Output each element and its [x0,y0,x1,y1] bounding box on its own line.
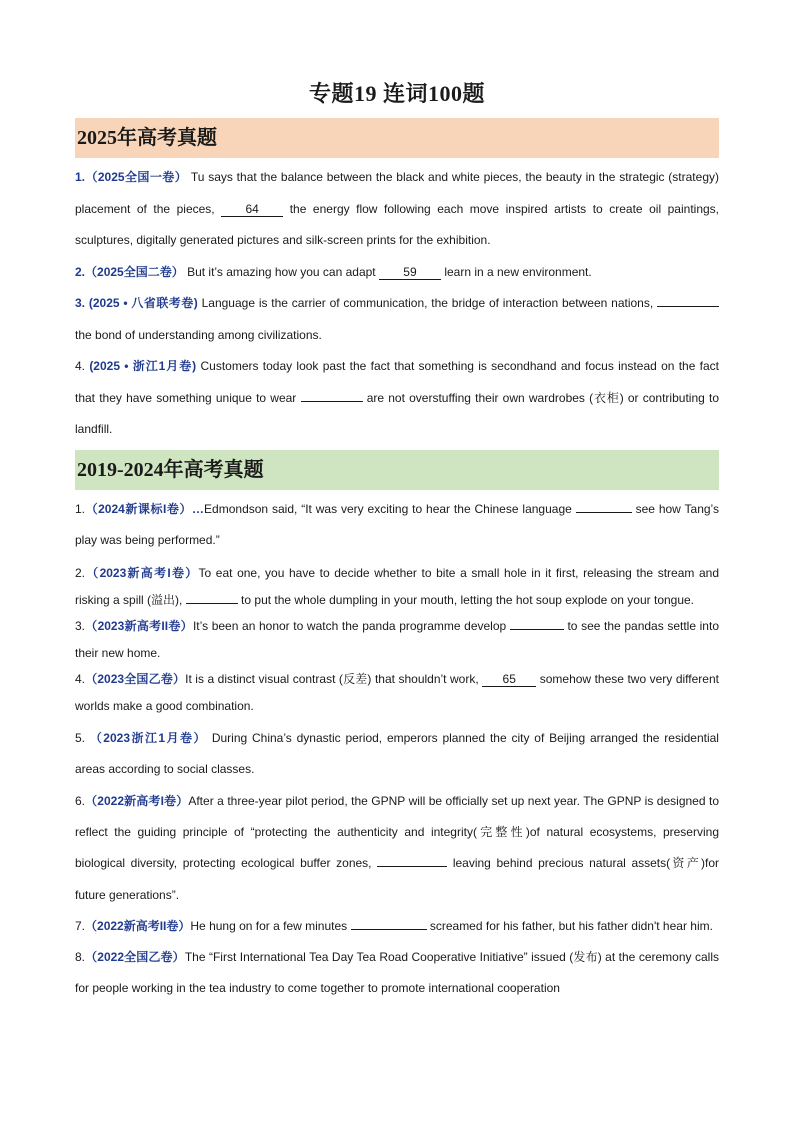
answer-blank[interactable] [510,629,564,630]
answer-blank[interactable] [186,603,238,604]
question-number: 3. [75,619,86,634]
question-source: （2025全国二卷） [85,264,184,279]
document-page [75,78,719,1005]
answer-blank[interactable]: 65 [482,672,536,687]
question-text-before: During China’s dynastic period, emperors planned the city of Beijing [211,731,586,746]
question-text-after: arranged the residential areas according to social classes. [75,731,719,777]
answer-blank[interactable]: 64 [221,202,283,217]
section-heading-2025: 2025年高考真题 [75,118,719,158]
question-source: （2025全国一卷） [85,170,188,184]
question-text-before: After a three-year pilot period, the GPNP will be officially set up next year. The GPNP is designed to reflect the guiding principle of “protecting the authenticity and integrity(完整性)of natural ecosystems, preserving biological diversity, protecting ecological buffer zones, [75,793,719,871]
question-2019-2 [75,560,719,613]
question-number: 3. [75,296,86,310]
question-source: (2025 • 八省联考卷) [88,296,198,310]
answer-blank[interactable] [351,929,427,930]
question-source: （2022全国乙卷） [85,950,185,965]
question-text-before: Edmondson said, “It was very exciting to hear the Chinese language [204,501,572,516]
question-text-before: Customers today look past the fact that something is secondhand and focus instead on the fact that they have something unique to wear [75,359,720,405]
answer-blank[interactable] [301,401,363,402]
question-text-after: to put the whole dumpling in your mouth, letting the hot soup explode on your tongue. [241,592,695,607]
question-2019-4 [75,666,719,719]
question-text-before: Tu says that the balance between the black and white pieces, the beauty in the strategic (strategy) placement of the pieces, [75,170,719,216]
question-text-after: screamed for his father, but his father didn't hear him. [429,918,713,933]
question-text-after: are not overstuffing their own wardrobes (衣柜) or contributing to landfill. [75,390,719,436]
question-text-after: learn in a new environment. [444,264,592,279]
question-number: 2. [75,264,86,279]
question-number: 8. [75,950,86,965]
question-number: 4. [75,359,86,373]
question-2025-4 [75,351,719,446]
question-2025-1 [75,162,719,257]
question-2019-8 [75,942,719,1005]
question-text-before: The “First International Tea Day Tea Road Cooperative Initiative” issued (发布) at the ceremony calls for people working in the tea industry to come together to promote international cooperation [75,950,719,996]
question-text-before: It’s been an honor to watch the panda programme develop [192,619,507,634]
question-text-after: leaving behind precious natural assets(资产)for future generations”. [75,856,720,902]
question-text-before: He hung on for a few minutes [190,918,348,933]
question-source: (2025 • 浙江1月卷) [89,359,197,373]
question-text-before: It is a distinct visual contrast (反差) that shouldn’t work, [185,672,479,687]
question-text-after: somehow these two very different worlds make a good combination. [75,672,719,713]
question-source: （2024新课标I卷）… [85,501,205,516]
page-title: 专题19 连词100题 [308,81,485,106]
question-source: （2023新高考I卷） [85,566,199,581]
question-source: （2023浙江1月卷） [89,731,208,746]
question-number: 4. [75,672,86,687]
question-2019-3 [75,613,719,666]
answer-blank[interactable] [377,866,447,867]
question-text-before: To eat one, you have to decide whether to bite a small hole in it first, releasing the stream and risking a spill (溢出), [75,566,719,607]
question-text-after: the bond of understanding among civilizations. [75,327,322,342]
question-2019-1 [75,494,719,557]
question-number: 5. [75,731,86,746]
question-2025-2 [75,257,719,289]
question-source: （2023全国乙卷） [85,672,186,687]
question-number: 1. [75,170,86,184]
question-text-after: see how Tang’s play was being performed.” [75,501,719,547]
question-number: 2. [75,566,86,581]
answer-blank[interactable]: 59 [379,265,441,280]
question-text-before: Language is the carrier of communication, the bridge of interaction between nations, [201,296,654,310]
question-text-before: But it’s amazing how you can adapt [187,264,376,279]
answer-blank[interactable] [657,306,719,307]
question-text-after: the energy flow following each move inspired artists to create oil paintings, sculptures, digitally generated pictures and silk-screen prints for the exhibition. [75,201,719,247]
question-2025-3 [75,288,719,351]
section-heading-2019-2024: 2019-2024年高考真题 [75,450,719,490]
question-2019-5 [75,723,719,786]
question-number: 7. [75,918,86,933]
question-2019-7 [75,911,719,942]
question-text-after: to see the pandas settle into their new home. [75,619,719,660]
question-2019-6 [75,786,719,911]
question-number: 6. [75,793,86,808]
question-source: （2023新高考II卷） [85,619,193,634]
question-source: （2022新高考I卷） [85,793,189,808]
question-number: 1. [75,501,86,516]
answer-blank[interactable] [576,512,632,513]
question-source: （2022新高考II卷） [85,918,191,933]
